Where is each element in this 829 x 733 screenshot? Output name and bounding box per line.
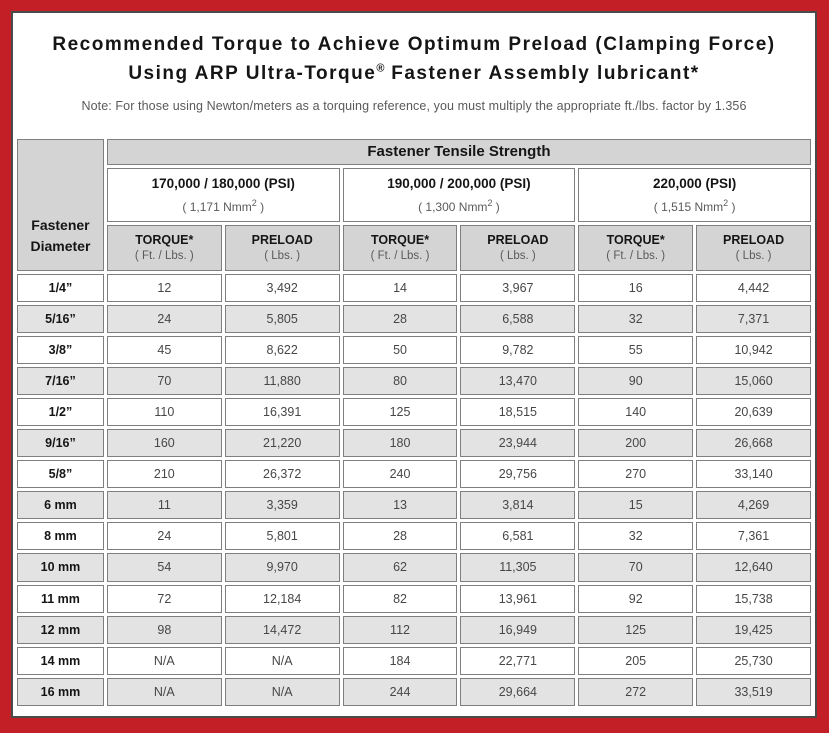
- group-header-170-180: 170,000 / 180,000 (PSI) ( 1,171 Nmm$^2$ ): [107, 168, 340, 222]
- row-label-diameter: 3/8”: [17, 336, 104, 364]
- table-row: [17, 305, 811, 333]
- value-cell: 6,588: [460, 305, 575, 333]
- subheader-row: [17, 225, 811, 271]
- value-cell: 28: [343, 305, 458, 333]
- value-cell: 244: [343, 678, 458, 706]
- table-row: [17, 336, 811, 364]
- value-cell: 21,220: [225, 429, 340, 457]
- value-cell: 15: [578, 491, 693, 519]
- value-cell: 29,756: [460, 460, 575, 488]
- value-cell: 272: [578, 678, 693, 706]
- value-cell: 16: [578, 274, 693, 302]
- value-cell: 54: [107, 553, 222, 581]
- row-label-diameter: 16 mm: [17, 678, 104, 706]
- value-cell: 12: [107, 274, 222, 302]
- value-cell: 15,060: [696, 367, 811, 395]
- tensile-strength-header: Fastener Tensile Strength: [107, 139, 811, 165]
- row-label-diameter: 11 mm: [17, 585, 104, 613]
- table-row: [17, 367, 811, 395]
- value-cell: 23,944: [460, 429, 575, 457]
- title-line1: Recommended Torque to Achieve Optimum Preload (Clamping Force): [52, 34, 776, 55]
- document: [11, 11, 817, 718]
- title-line2: Using ARP Ultra-Torque® Fastener Assembly lubricant*: [128, 63, 700, 85]
- value-cell: 11,305: [460, 553, 575, 581]
- value-cell: 70: [578, 553, 693, 581]
- corner-header-fastener-diameter: Fastener Diameter: [17, 139, 104, 271]
- value-cell: 13: [343, 491, 458, 519]
- value-cell: 200: [578, 429, 693, 457]
- value-cell: 32: [578, 522, 693, 550]
- value-cell: 12,184: [225, 585, 340, 613]
- value-cell: 10,942: [696, 336, 811, 364]
- table-row: [17, 553, 811, 581]
- row-label-diameter: 5/16”: [17, 305, 104, 333]
- value-cell: 270: [578, 460, 693, 488]
- value-cell: 16,391: [225, 398, 340, 426]
- value-cell: 112: [343, 616, 458, 644]
- value-cell: 184: [343, 647, 458, 675]
- value-cell: 205: [578, 647, 693, 675]
- column-header-torque-3: TORQUE* ( Ft. / Lbs. ): [578, 225, 693, 271]
- value-cell: 3,492: [225, 274, 340, 302]
- torque-table: [14, 136, 814, 709]
- table-row: [17, 398, 811, 426]
- value-cell: 125: [343, 398, 458, 426]
- row-label-diameter: 10 mm: [17, 553, 104, 581]
- value-cell: 92: [578, 585, 693, 613]
- value-cell: 140: [578, 398, 693, 426]
- row-label-diameter: 12 mm: [17, 616, 104, 644]
- value-cell: 29,664: [460, 678, 575, 706]
- value-cell: 14: [343, 274, 458, 302]
- row-label-diameter: 14 mm: [17, 647, 104, 675]
- value-cell: 9,970: [225, 553, 340, 581]
- table-row: [17, 616, 811, 644]
- registered-trademark-symbol: ®: [376, 63, 385, 76]
- value-cell: 33,519: [696, 678, 811, 706]
- table-row: [17, 647, 811, 675]
- value-cell: N/A: [225, 678, 340, 706]
- value-cell: 24: [107, 305, 222, 333]
- row-label-diameter: 5/8”: [17, 460, 104, 488]
- value-cell: 180: [343, 429, 458, 457]
- value-cell: 72: [107, 585, 222, 613]
- conversion-note: Note: For those using Newton/meters as a torquing reference, you must multiply the appropriate ft./lbs. factor by 1.356: [81, 98, 747, 113]
- value-cell: 11: [107, 491, 222, 519]
- value-cell: 110: [107, 398, 222, 426]
- value-cell: 50: [343, 336, 458, 364]
- value-cell: 8,622: [225, 336, 340, 364]
- value-cell: 55: [578, 336, 693, 364]
- table-row: [17, 429, 811, 457]
- value-cell: 12,640: [696, 553, 811, 581]
- value-cell: 160: [107, 429, 222, 457]
- value-cell: 26,372: [225, 460, 340, 488]
- row-label-diameter: 6 mm: [17, 491, 104, 519]
- value-cell: 14,472: [225, 616, 340, 644]
- value-cell: 80: [343, 367, 458, 395]
- value-cell: 125: [578, 616, 693, 644]
- column-header-preload-2: PRELOAD ( Lbs. ): [460, 225, 575, 271]
- value-cell: 9,782: [460, 336, 575, 364]
- value-cell: 90: [578, 367, 693, 395]
- value-cell: 25,730: [696, 647, 811, 675]
- row-label-diameter: 1/2”: [17, 398, 104, 426]
- tensile-header-row: [17, 139, 811, 165]
- table-row: [17, 491, 811, 519]
- value-cell: 16,949: [460, 616, 575, 644]
- column-header-torque-2: TORQUE* ( Ft. / Lbs. ): [343, 225, 458, 271]
- value-cell: N/A: [225, 647, 340, 675]
- value-cell: 13,961: [460, 585, 575, 613]
- row-label-diameter: 1/4”: [17, 274, 104, 302]
- value-cell: 4,442: [696, 274, 811, 302]
- row-label-diameter: 9/16”: [17, 429, 104, 457]
- group-header-190-200: 190,000 / 200,000 (PSI) ( 1,300 Nmm$^2$ ): [343, 168, 576, 222]
- row-label-diameter: 7/16”: [17, 367, 104, 395]
- value-cell: 22,771: [460, 647, 575, 675]
- column-header-preload-1: PRELOAD ( Lbs. ): [225, 225, 340, 271]
- value-cell: 4,269: [696, 491, 811, 519]
- value-cell: 7,361: [696, 522, 811, 550]
- table-row: [17, 522, 811, 550]
- value-cell: 28: [343, 522, 458, 550]
- table-row: [17, 585, 811, 613]
- value-cell: N/A: [107, 647, 222, 675]
- value-cell: N/A: [107, 678, 222, 706]
- value-cell: 98: [107, 616, 222, 644]
- value-cell: 82: [343, 585, 458, 613]
- value-cell: 5,801: [225, 522, 340, 550]
- column-header-preload-3: PRELOAD ( Lbs. ): [696, 225, 811, 271]
- value-cell: 11,880: [225, 367, 340, 395]
- value-cell: 32: [578, 305, 693, 333]
- table-row: [17, 460, 811, 488]
- page-title: [19, 30, 809, 89]
- row-label-diameter: 8 mm: [17, 522, 104, 550]
- table-body: [17, 274, 811, 706]
- value-cell: 7,371: [696, 305, 811, 333]
- value-cell: 3,967: [460, 274, 575, 302]
- value-cell: 3,814: [460, 491, 575, 519]
- value-cell: 33,140: [696, 460, 811, 488]
- table-row: [17, 678, 811, 706]
- value-cell: 6,581: [460, 522, 575, 550]
- column-header-torque-1: TORQUE* ( Ft. / Lbs. ): [107, 225, 222, 271]
- value-cell: 70: [107, 367, 222, 395]
- value-cell: 3,359: [225, 491, 340, 519]
- group-header-220: 220,000 (PSI) ( 1,515 Nmm$^2$ ): [578, 168, 811, 222]
- value-cell: 15,738: [696, 585, 811, 613]
- table-row: [17, 274, 811, 302]
- value-cell: 26,668: [696, 429, 811, 457]
- value-cell: 19,425: [696, 616, 811, 644]
- value-cell: 20,639: [696, 398, 811, 426]
- value-cell: 45: [107, 336, 222, 364]
- value-cell: 18,515: [460, 398, 575, 426]
- value-cell: 24: [107, 522, 222, 550]
- value-cell: 240: [343, 460, 458, 488]
- strength-group-row: [17, 168, 811, 222]
- value-cell: 13,470: [460, 367, 575, 395]
- value-cell: 5,805: [225, 305, 340, 333]
- value-cell: 62: [343, 553, 458, 581]
- value-cell: 210: [107, 460, 222, 488]
